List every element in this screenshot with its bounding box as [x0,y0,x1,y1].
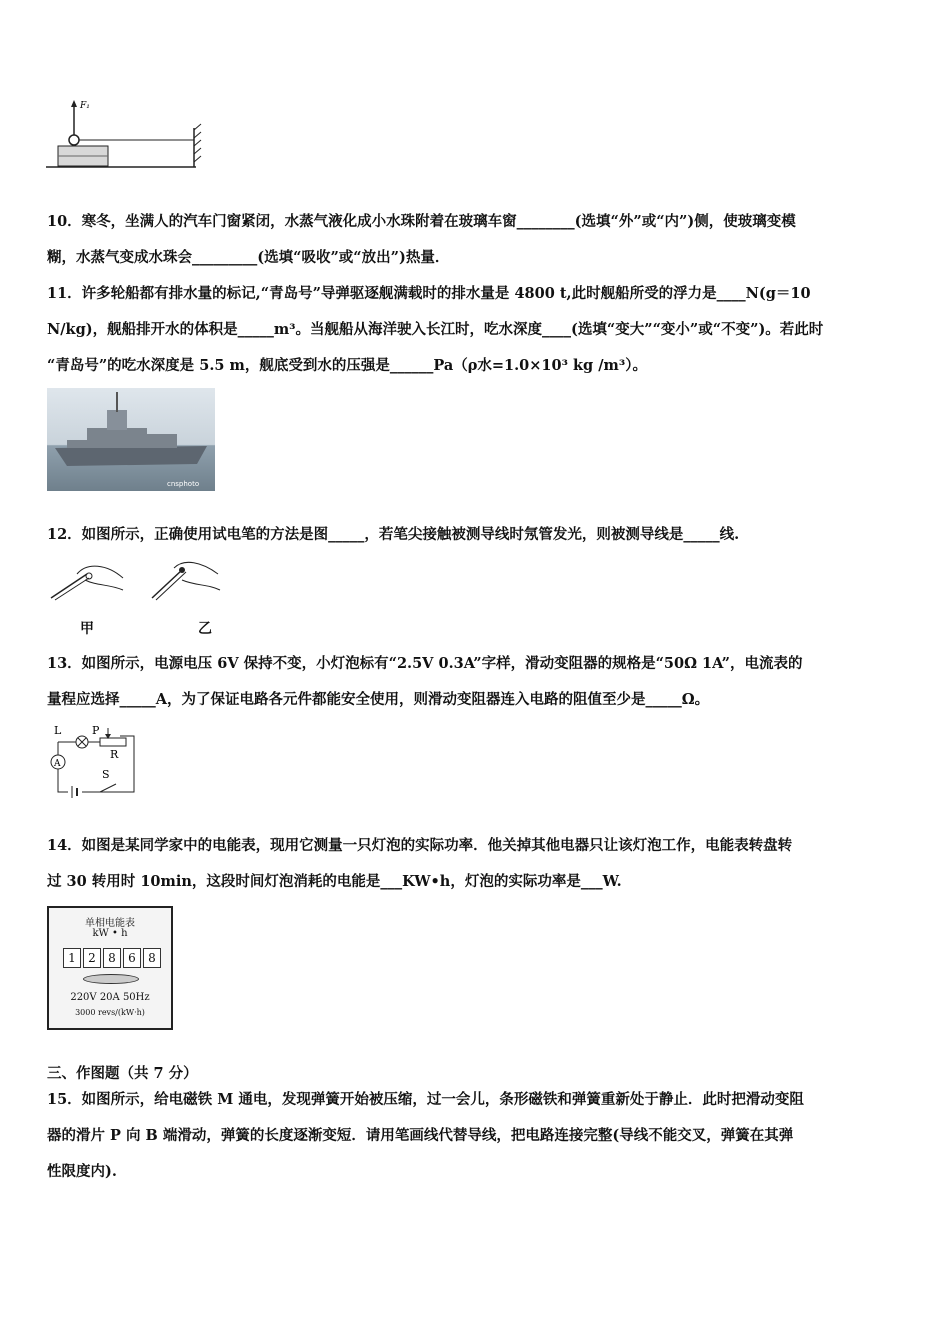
q15-line2: 器的滑片 P 向 B 端滑动，弹簧的长度逐渐变短．请用笔画线代替导线，把电路连接完整(导线不能交叉，弹簧在其弹 [47,1127,794,1144]
meter-title: 单相电能表 [85,918,135,929]
meter-digits [63,948,161,968]
warship-photo [47,388,215,491]
meter-unit: kW • h [92,928,128,939]
ammeter-label: A [54,759,61,769]
photo-watermark: cnsphoto [167,480,200,488]
lamp-label: L [54,724,62,737]
section-heading: 三、作图题（共 7 分） [47,1065,198,1082]
q14-line1: 14．如图是某同学家中的电能表，现用它测量一只灯泡的实际功率．他关掉其他电器只让该灯泡工作，电能表转盘转 [47,837,793,854]
rheostat-label: R [110,748,119,761]
q11-line3: “青岛号”的吃水深度是 5.5 m，舰底受到水的压强是______Pa（ρ水=1.0×10³ kg /m³）。 [47,357,647,374]
meter-digit: 8 [143,948,161,968]
switch-label: S [102,768,110,781]
q15-line3: 性限度内). [47,1163,117,1180]
figure-label-a: 甲 [80,621,94,637]
figure-label-b: 乙 [198,621,212,637]
test-pen-figure-a [47,560,125,602]
meter-digit: 1 [63,948,81,968]
meter-digit: 2 [83,948,101,968]
test-pen-figure-b [148,558,226,602]
q12-line1: 12．如图所示，正确使用试电笔的方法是图_____，若笔尖接触被测导线时氖管发光，则被测导线是_____线. [47,526,740,543]
q15-line1: 15．如图所示，给电磁铁 M 通电，发现弹簧开始被压缩，过一会儿，条形磁铁和弹簧重新处于静止．此时把滑动变阻 [47,1091,804,1108]
q13-line2: 量程应选择_____A，为了保证电路各元件都能安全使用，则滑动变阻器连入电路的阻值至少是_____Ω。 [47,691,710,708]
q10-line1: 10．寒冬，坐满人的汽车门窗紧闭，水蒸气液化成小水珠附着在玻璃车窗________(选填“外”或“内”)侧，使玻璃变模 [47,213,796,230]
q13-line1: 13．如图所示，电源电压 6V 保持不变，小灯泡标有“2.5V 0.3A”字样，滑动变阻器的规格是“50Ω 1A”，电流表的 [47,655,803,672]
slider-label: P [92,724,100,737]
meter-disc [83,974,139,984]
meter-digit: 8 [103,948,121,968]
q10-line2: 糊，水蒸气变成水珠会_________(选填“吸收”或“放出”)热量． [47,249,450,266]
q14-line2: 过 30 转用时 10min，这段时间灯泡消耗的电能是___KW•h，灯泡的实际功率是___W. [47,873,622,890]
meter-specs: 220V 20A 50Hz [70,992,150,1003]
circuit-diagram [44,722,140,798]
force-diagram [44,98,204,172]
q11-line2: N/kg)，舰船排开水的体积是_____m³。当舰船从海洋驶入长江时，吃水深度____(选填“变大”“变小”或“不变”)。若此时 [47,321,824,338]
meter-revs: 3000 revs/(kW·h) [75,1008,145,1017]
electric-meter [47,906,173,1030]
meter-digit: 6 [123,948,141,968]
q11-line1: 11．许多轮船都有排水量的标记,“青岛号”导弹驱逐舰满载时的排水量是 4800 t,此时舰船所受的浮力是____N(g＝10 [47,285,811,302]
force-label: F₁ [80,101,90,111]
